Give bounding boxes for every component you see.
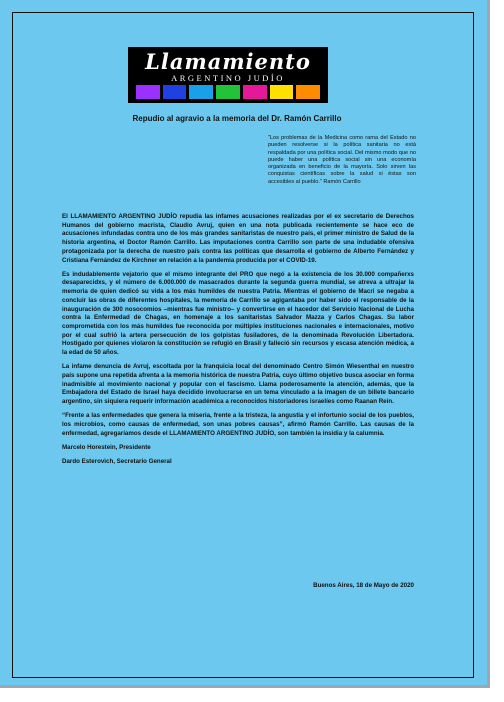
logo-bar — [163, 85, 187, 99]
paragraph-2: Es indudablemente vejatorio que el mismo integrante del PRO que negó a la existencia de los 30.000 compañerxs desaparecidxs, y el número de 6.000.000 de masacrados durante la segunda guerra mundial, se atreva a ultrajar la memoria de quien dedicó su vida a los más humildes de nuestra Patria. Mientras el gobierno de Macri se negaba a concluir las obras de diferentes hospitales, la memoria de Carrillo se agigantaba por haber sido el responsable de la inauguración de 300 nosocomios –mientras fue ministro– y convertirse en el hacedor del Servicio Nacional de Lucha contra la Enfermedad de Chagas, en homenaje a los sanitaristas Salvador Mazza y Carlos Chagas. Su labor comprometida con los más humildes fue reconocida por múltiples instituciones nacionales e internacionales, motivo por el cual sufrió la artera persecución de los golpistas fusiladores, de la denominada Revolución Libertadora. Hostigado por quienes violaron la constitución se refugió en Brasil y falleció sin recursos y escasa atención médica, a la edad de 50 años. — [62, 270, 414, 357]
logo-bar — [243, 85, 267, 99]
logo-bar — [270, 85, 294, 99]
logo-bar — [189, 85, 213, 99]
logo-title: Llamamiento — [145, 49, 311, 74]
signature-president: Marcelo Horestein, Presidente — [62, 443, 151, 451]
logo-color-bars — [136, 85, 320, 99]
paragraph-4: “Frente a las enfermedades que genera la miseria, frente a la tristeza, la angustia y el infortunio social de los pueblos, los microbios, como causas de enfermedad, son unas pobres causas”, afirmó Ramón Carrillo. Las causas de la enfermedad, agregaríamos desde el LLAMAMIENTO ARGENTINO JUDÍO, son también la insidia y la calumnia. — [62, 412, 414, 437]
document-body — [62, 213, 414, 472]
document-date: Buenos Aires, 18 de Mayo de 2020 — [313, 582, 414, 589]
logo-bar — [296, 85, 320, 99]
document-title: Repudio al agravio a la memoria del Dr. Ramón Carrillo — [132, 114, 342, 123]
logo-bar — [216, 85, 240, 99]
llamamiento-logo — [128, 47, 328, 103]
paragraph-3: La infame denuncia de Avruj, escoltada por la franquicia local del denominado Centro Simón Wiesenthal en nuestro país supone una repetida afrenta a la memoria histórica de nuestra Patria, cuyo último objetivo busca asociar en forma inadmisible al movimiento nacional y popular con el fascismo. Llama poderosamente la atención, además, que la Embajadora del Estado de Israel haya decidido involucrarse en un tema vinculado a la imagen de un billete bancario argentino, sin siquiera requerir información académica a reconocidos historiadores israelíes como Raanan Rein. — [62, 363, 414, 406]
logo-bar — [136, 85, 160, 99]
epigraph-quote: “Los problemas de la Medicina como rama del Estado no pueden resolverse si la política sanitaria no está respaldada por una política social. Del mismo modo que no puede haber una política social sin una economía organizada en beneficio de la mayoría. Solo sirven las conquistas científicas sobre la salud si éstas son accesibles al pueblo.” Ramón Carrillo — [268, 135, 416, 185]
logo-subtitle: ARGENTINO JUDÍO — [171, 73, 285, 83]
signature-secretary: Dardo Esterovich, Secretario General — [62, 458, 172, 466]
paragraph-1: El LLAMAMIENTO ARGENTINO JUDÍO repudia las infames acusaciones realizadas por el ex secretario de Derechos Humanos del gobierno macrista, Claudio Avruj, quien en una nota publicada recientemente se hace eco de acusaciones infundadas contra uno de los más grandes sanitaristas de nuestro país, el primer ministro de Salud de la historia argentina, el Doctor Ramón Carrillo. Las imputaciones contra Carrillo son parte de una indudable ofensiva protagonizada por la derecha de nuestro país contra las políticas que desarrolla el gobierno de Alberto Fernández y Cristiana Fernández de Kirchner en relación a la pandemia producida por el COVID-19. — [62, 213, 414, 264]
